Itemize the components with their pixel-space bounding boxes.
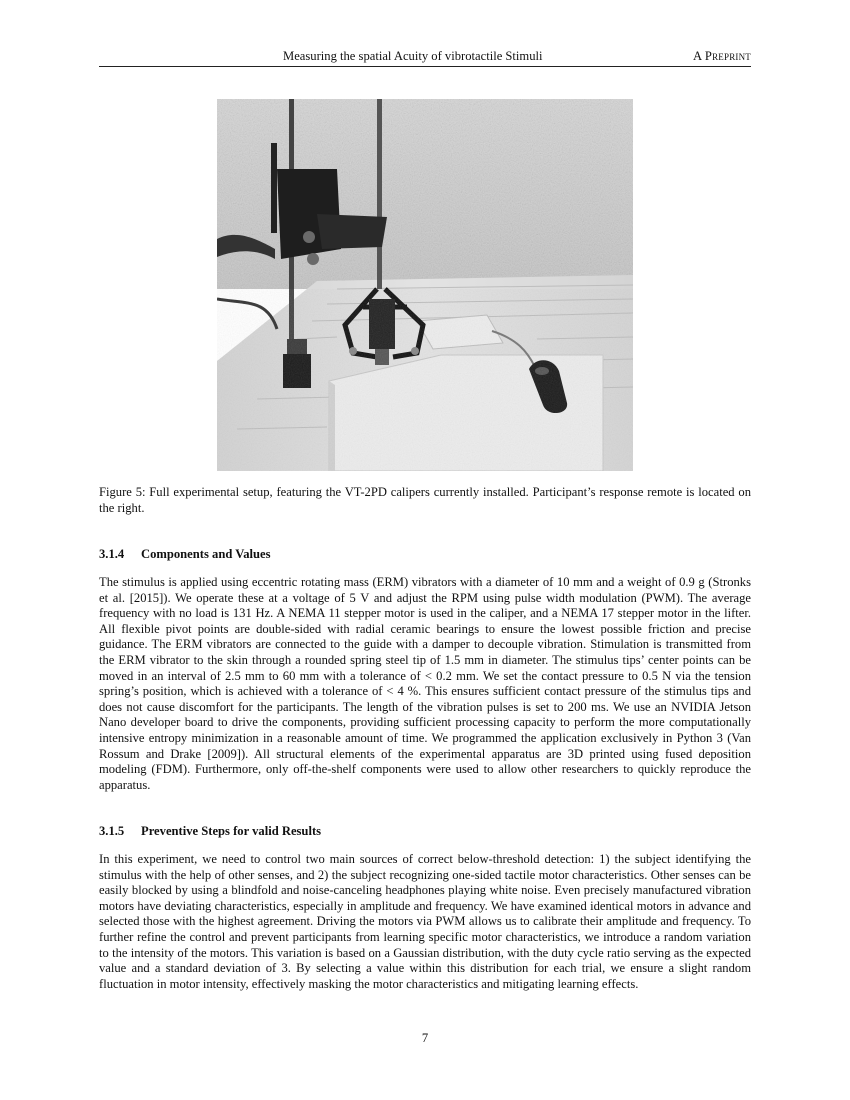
section-number: 3.1.5	[99, 824, 125, 838]
section-title: Components and Values	[141, 547, 271, 561]
running-title: Measuring the spatial Acuity of vibrotactile Stimuli	[283, 49, 543, 63]
preprint-tag: A Preprint	[692, 49, 751, 63]
section-number: 3.1.4	[99, 547, 125, 561]
components-and-values-paragraph: The stimulus is applied using eccentric rotating mass (ERM) vibrators with a diameter of 10 mm and a weight of 0.9 g (Stronks et al. [2015]). We operate these at a voltage of 5 V and adjust the RPM using pulse width modulation (PWM). The average frequency with no load is 131 Hz. A NEMA 11 stepper motor is used in the caliper, and a NEMA 17 stepper motor in the lifter. All flexible pivot points are double-sided with radial ceramic bearings to ensure the lowest possible friction and precise guidance. The ERM vibrators are connected to the guide with a damper to decouple vibration. Stimulation is transmitted from the ERM vibrator to the skin through a rounded spring steel tip of 1.5 mm in diameter. The stimulus tips’ center points can be moved in an interval of 2.5 mm to 60 mm with a tolerance of < 0.2 mm. We set the contact pressure to 0.5 N via the tension spring’s position, which is achieved with a tolerance of < 4 %. This ensures sufficient contact pressure of the stimulus tips and does not cause discomfort for the participants. The length of the vibration pulses is set to 200 ms. We use an NVIDIA Jetson Nano developer board to drive the components, providing sufficient processing capacity to perform the more computationally intensive entropy minimization in a reasonable amount of time. We programmed the application exclusively in Python 3 (Van Rossum and Drake [2009]). All structural elements of the experimental apparatus are 3D printed using fused deposition modeling (FDM). Furthermore, only off-the-shelf components were used to allow other researchers to quickly reproduce the apparatus.	[99, 575, 751, 792]
section-3-1-4-heading	[99, 547, 270, 562]
page-number: 7	[421, 1031, 429, 1045]
figure-caption: Figure 5: Full experimental setup, featuring the VT-2PD calipers currently installed. Participant’s response remote is located on the right.	[99, 485, 751, 515]
preventive-steps-paragraph: In this experiment, we need to control two main sources of correct below-threshold detection: 1) the subject identifying the stimulus with the help of other senses, and 2) the subject recognizing one-sided tactile motor characteristics. Other senses can be easily blocked by using a blindfold and noise-canceling headphones playing white noise. Even precisely manufactured vibration motors have deviating characteristics, especially in amplitude and frequency. We have examined identical motors in advance and selected those with the highest agreement. Driving the motors via PWM allows us to calibrate their amplitude and frequency. To further refine the control and prevent participants from learning specific motor characteristics, we introduce a random variation to the intensity of the motors. This variation is based on a Gaussian distribution, with the duty cycle ratio serving as the expected value and a standard deviation of 3. By selecting a value within this distribution for each trial, we ensure a slight random fluctuation in motor intensity, effectively masking the motor characteristics and mitigating learning effects.	[99, 852, 751, 991]
running-header	[99, 48, 751, 67]
experimental-setup-photo	[217, 99, 633, 471]
section-3-1-5-heading	[99, 824, 321, 839]
lifter-rod-right	[377, 99, 382, 289]
section-title: Preventive Steps for valid Results	[141, 824, 322, 838]
